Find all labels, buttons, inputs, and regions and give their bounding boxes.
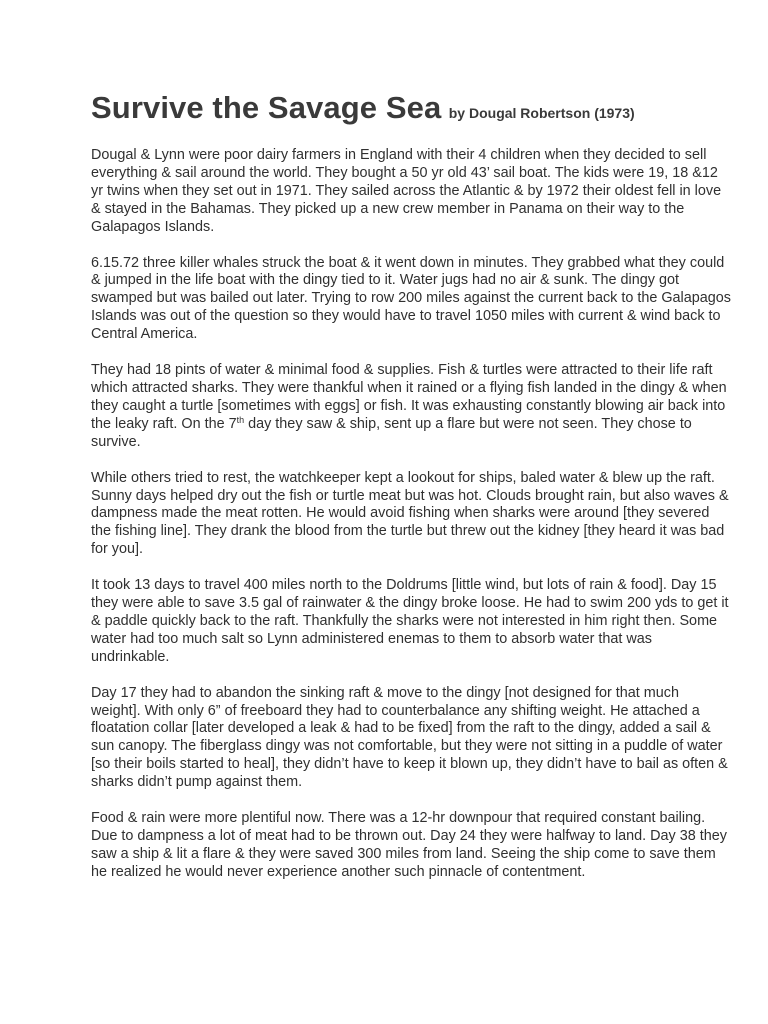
paragraph-2: 6.15.72 three killer whales struck the boat & it went down in minutes. They grabbed what they could & jumped in the life boat with the dingy tied to it. Water jugs had no air & sunk. The dingy got swamped but was bailed out later. Trying to row 200 miles against the current back to the Galapagos Islands was out of the question so they would have to travel 1050 miles with current & wind back to Central America. bbox=[91, 254, 731, 343]
paragraph-5: It took 13 days to travel 400 miles north to the Doldrums [little wind, but lots of rain & food]. Day 15 they were able to save 3.5 gal of rainwater & the dingy broke loose. He had to swim 200 yds to get it & paddle quickly back to the raft. Thankfully the sharks were not interested in him right then. Some water had too much salt so Lynn administered enemas to them to absorb water that was undrinkable. bbox=[91, 577, 729, 665]
document-byline: by Dougal Robertson (1973) bbox=[448, 105, 635, 121]
paragraph-7: Food & rain were more plentiful now. There was a 12-hr downpour that required constant bailing. Due to dampness a lot of meat had to be thrown out. Day 24 they were halfway to land. Day 38 they saw a ship & lit a flare & they were saved 300 miles from land. Seeing the ship come to save them he realized he would never experience another such pinnacle of contentment. bbox=[91, 810, 727, 880]
paragraph-1: Dougal & Lynn were poor dairy farmers in England with their 4 children when they decided to sell everything & sail around the world. They bought a 50 yr old 43’ sail boat. The kids were 19, 18 &12 yr twins when they set out in 1971. They sailed across the Atlantic & by 1972 their oldest fell in love & stayed in the Bahamas. They picked up a new crew member in Panama on their way to the Galapagos Islands. bbox=[91, 147, 722, 235]
ordinal-suffix: th bbox=[236, 414, 245, 425]
paragraph-6: Day 17 they had to abandon the sinking raft & move to the dingy [not designed for that much weight]. With only 6” of freeboard they had to counterbalance any shifting weight. He attached a floatation collar [later developed a leak & had to be fixed] from the raft to the dingy, added a sail & sun canopy. The fiberglass dingy was not comfortable, but they were not sitting in a puddle of water [so their boils started to heal], they didn’t have to keep it blown up, they didn’t have to bail as often & sharks didn’t pump against them. bbox=[91, 684, 728, 791]
paragraph-3-text-start: They had 18 pints of water & minimal food & supplies. Fish & turtles were attracted to their life raft which attracted sharks. They were thankful when it rained or a flying fish landed in the dingy & when they caught a turtle [sometimes with eggs] or fish. It was exhausting constantly blowing air back into the leaky raft. On the 7 bbox=[91, 362, 727, 432]
paragraph-3-text-end: day they saw & ship, sent up a flare but were not seen. They chose to survive. bbox=[91, 415, 692, 450]
document-title: Survive the Savage Sea bbox=[91, 90, 442, 125]
title-line bbox=[91, 90, 728, 132]
paragraph-3 bbox=[91, 362, 731, 452]
paragraph-4: While others tried to rest, the watchkeeper kept a lookout for ships, baled water & blew up the raft. Sunny days helped dry out the fish or turtle meat but was hot. Clouds brought rain, but also waves & dampness made the meat rotten. He would avoid fishing when sharks were around [they severed the fishing line]. They drank the blood from the turtle but threw out the kidney [they heard it was bad for you]. bbox=[91, 469, 729, 558]
